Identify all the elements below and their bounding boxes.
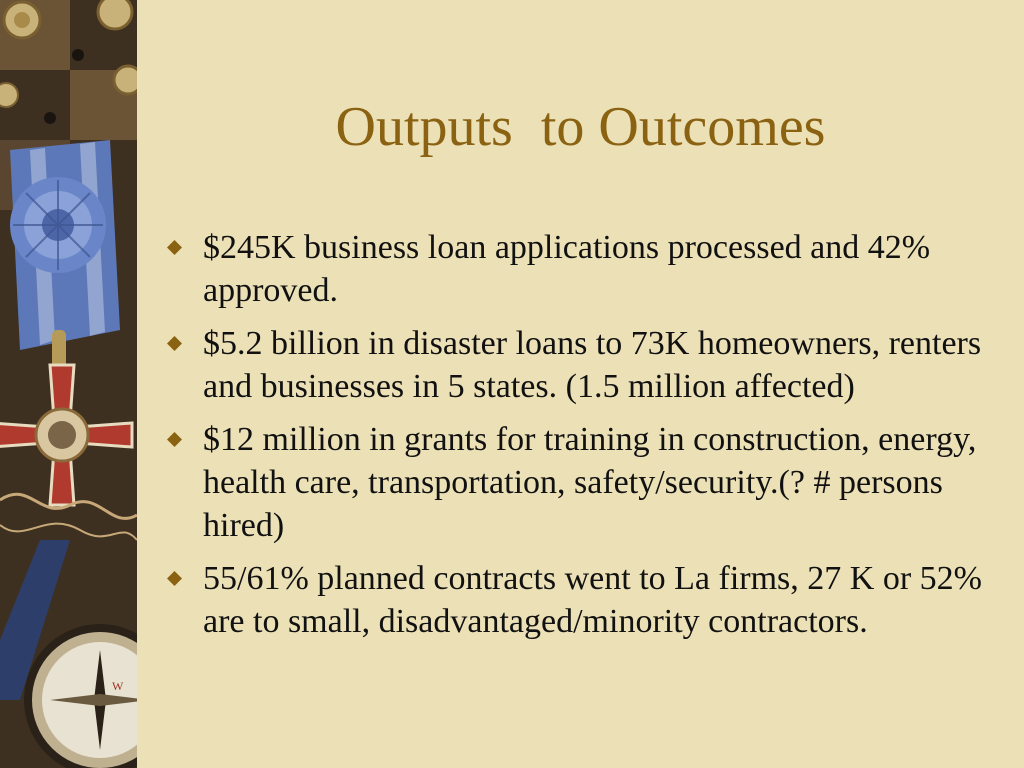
list-item	[163, 557, 1013, 643]
bullet-text: $12 million in grants for training in construction, energy, health care, transportation, safety/security.(? # persons hired)	[203, 421, 977, 544]
bullet-text: $245K business loan applications processed and 42% approved.	[203, 229, 931, 309]
diamond-bullet-icon	[167, 432, 182, 447]
diamond-bullet-icon	[167, 571, 182, 586]
list-item	[163, 226, 1013, 312]
diamond-bullet-icon	[167, 336, 182, 351]
bullet-text: 55/61% planned contracts went to La firms, 27 K or 52% are to small, disadvantaged/minority contractors.	[203, 560, 982, 640]
svg-text:W: W	[112, 679, 124, 693]
list-item	[163, 322, 1013, 408]
decorative-side-image	[0, 0, 137, 768]
medal-collage-image	[0, 0, 137, 768]
list-item	[163, 418, 1013, 547]
diamond-bullet-icon	[167, 240, 182, 255]
slide-title: Outputs to Outcomes	[335, 96, 826, 158]
bullet-list	[163, 226, 1013, 653]
bullet-text: $5.2 billion in disaster loans to 73K homeowners, renters and businesses in 5 states. (1.5 million affected)	[203, 325, 982, 405]
